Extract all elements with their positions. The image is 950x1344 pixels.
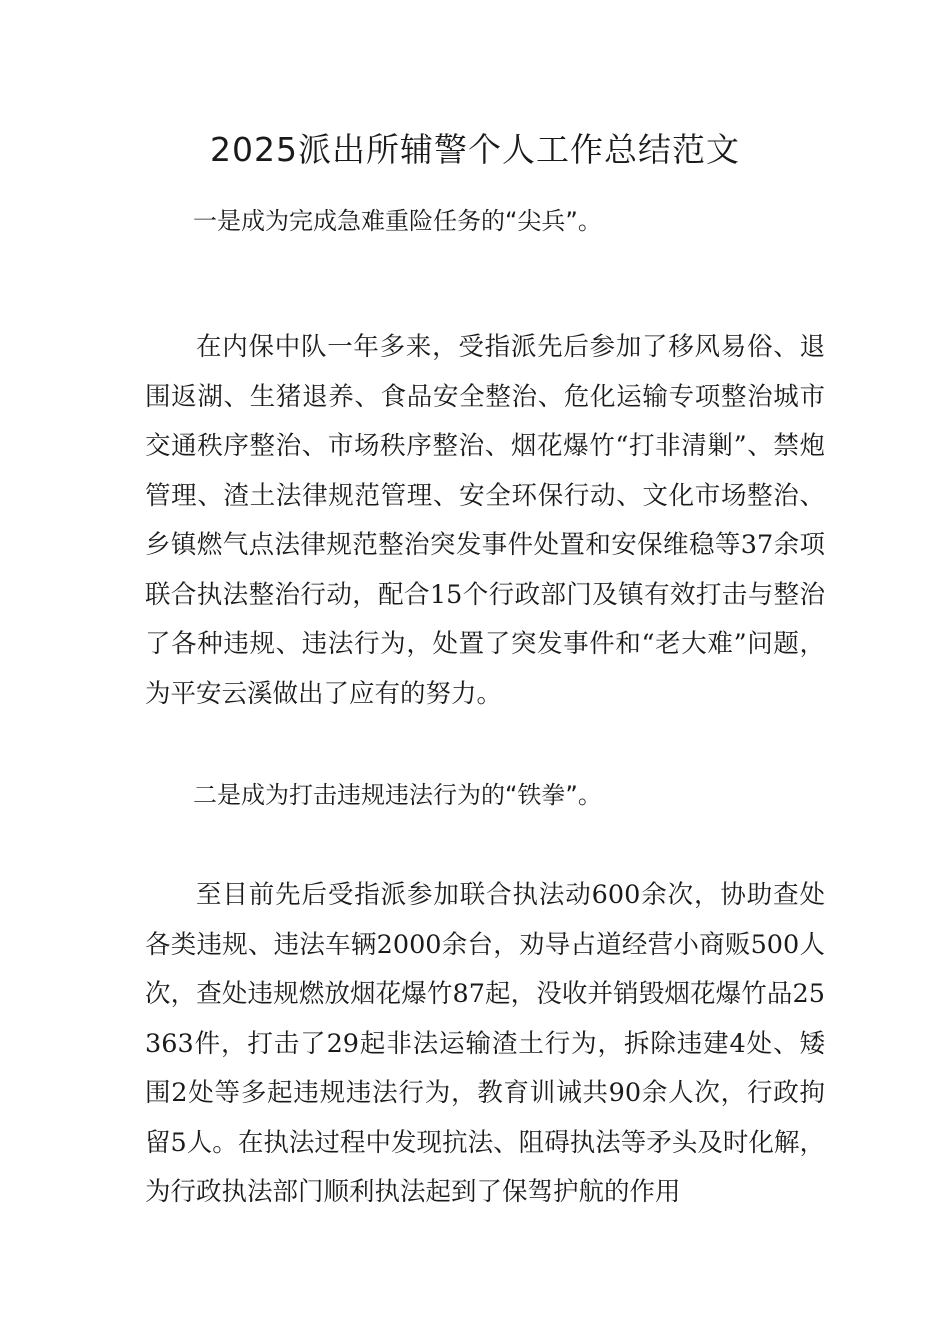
section-2-heading: 二是成为打击违规违法行为的“铁拳”。 (193, 781, 602, 809)
document-title: 2025派出所辅警个人工作总结范文 (210, 130, 740, 169)
section-1-paragraph: 在内保中队一年多来，受指派先后参加了移风易俗、退围返湖、生猪退养、食品安全整治、危化运输专项整治城市交通秩序整治、市场秩序整治、烟花爆竹“打非清剿”、禁炮管理、渣土法律规范管理、安全环保行动、文化市场整治、乡镇燃气点法律规范整治突发事件处置和安保维稳等37余项联合执法整治行动，配合15个行政部门及镇有效打击与整治了各种违规、违法行为，处置了突发事件和“老大难”问题，为平安云溪做出了应有的努力。 (145, 332, 825, 709)
section-1-heading: 一是成为完成急难重险任务的“尖兵”。 (193, 207, 602, 235)
section-2-paragraph: 至目前先后受指派参加联合执法动600余次，协助查处各类违规、违法车辆2000余台，劝导占道经营小商贩500人次，查处违规燃放烟花爆竹87起，没收并销毁烟花爆竹品25363件，打击了29起非法运输渣土行为，拆除违建4处、矮围2处等多起违规违法行为，教育训诫共90余人次，行政拘留5人。在执法过程中发现抗法、阻碍执法等矛头及时化解，为行政执法部门顺利执法起到了保驾护航的作用 (145, 880, 825, 1207)
